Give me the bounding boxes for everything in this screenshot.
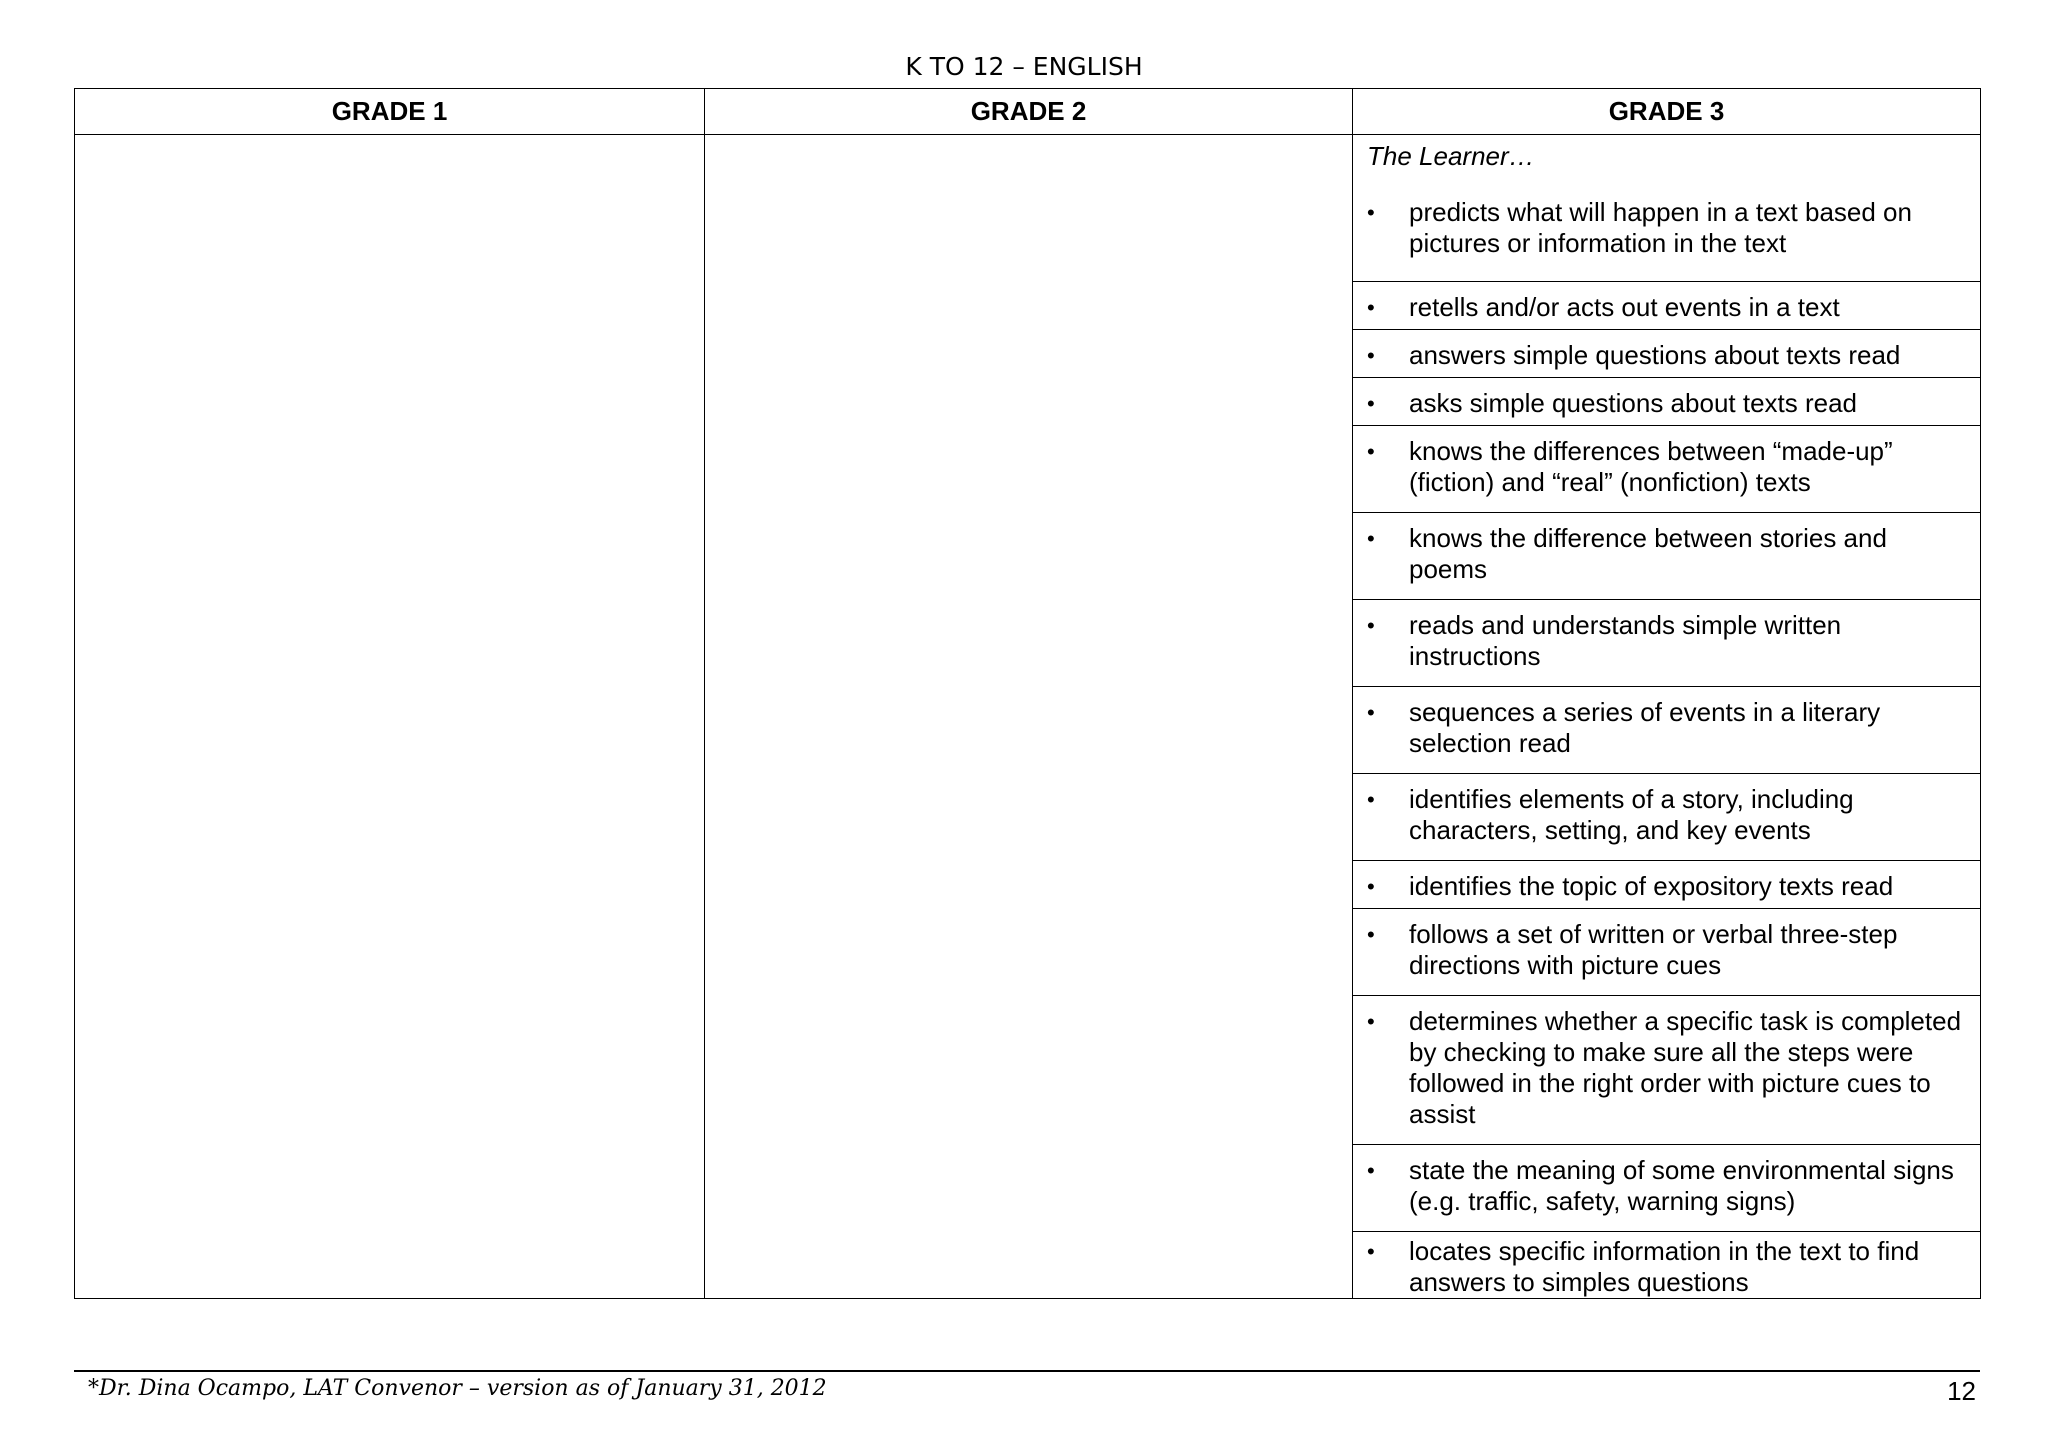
bullet-icon: • bbox=[1367, 922, 1375, 947]
grade-3-cell bbox=[1353, 426, 1981, 513]
learner-intro: The Learner… bbox=[1367, 141, 1535, 171]
grade-1-cell bbox=[75, 135, 705, 1299]
header-grade-3: GRADE 3 bbox=[1353, 89, 1981, 135]
list-item: • knows the difference between stories and poems bbox=[1367, 523, 1887, 584]
list-item: • predicts what will happen in a text based on pictures or information in the text bbox=[1367, 197, 1912, 258]
list-item: • knows the differences between “made-up” (fiction) and “real” (nonfiction) texts bbox=[1367, 436, 1893, 497]
list-item: • sequences a series of events in a literary selection read bbox=[1367, 697, 1881, 758]
bullet-icon: • bbox=[1367, 700, 1375, 725]
grade-3-cell bbox=[1353, 996, 1981, 1145]
header-grade-1: GRADE 1 bbox=[75, 89, 705, 135]
grade-3-cell bbox=[1353, 861, 1981, 909]
grade-3-cell bbox=[1353, 1232, 1981, 1299]
bullet-icon: • bbox=[1367, 439, 1375, 464]
grade-3-cell bbox=[1353, 330, 1981, 378]
list-item: • determines whether a specific task is completed by checking to make sure all the steps were followed in the right order with picture cues to assist bbox=[1367, 1006, 1962, 1129]
table-header-row bbox=[75, 89, 1981, 135]
list-item: • reads and understands simple written instructions bbox=[1367, 610, 1842, 671]
grade-3-cell bbox=[1353, 687, 1981, 774]
list-item: • answers simple questions about texts read bbox=[1367, 340, 1901, 370]
document-title: K TO 12 – ENGLISH bbox=[905, 52, 1143, 81]
list-item: • identifies the topic of expository texts read bbox=[1367, 871, 1894, 901]
bullet-icon: • bbox=[1367, 295, 1375, 320]
footer-note: *Dr. Dina Ocampo, LAT Convenor – version as of January 31, 2012 bbox=[88, 1376, 827, 1401]
bullet-icon: • bbox=[1367, 200, 1375, 225]
bullet-icon: • bbox=[1367, 343, 1375, 368]
bullet-icon: • bbox=[1367, 787, 1375, 812]
grade-3-cell bbox=[1353, 774, 1981, 861]
curriculum-table bbox=[74, 88, 1981, 1299]
grade-3-cell bbox=[1353, 1145, 1981, 1232]
page-number: 12 bbox=[1947, 1376, 1976, 1406]
grade-3-cell bbox=[1353, 513, 1981, 600]
list-item: • state the meaning of some environmental signs (e.g. traffic, safety, warning signs) bbox=[1367, 1155, 1954, 1216]
footer-divider bbox=[74, 1370, 1980, 1372]
grade-3-cell bbox=[1353, 909, 1981, 996]
bullet-icon: • bbox=[1367, 613, 1375, 638]
list-item: • locates specific information in the text to find answers to simples questions bbox=[1367, 1236, 1920, 1297]
list-item: • identifies elements of a story, including characters, setting, and key events bbox=[1367, 784, 1854, 845]
list-item: • asks simple questions about texts read bbox=[1367, 388, 1858, 418]
grade-3-cell bbox=[1353, 600, 1981, 687]
list-item: • retells and/or acts out events in a text bbox=[1367, 292, 1840, 322]
table-row bbox=[75, 135, 1981, 282]
grade-3-cell bbox=[1353, 282, 1981, 330]
bullet-icon: • bbox=[1367, 1009, 1375, 1034]
bullet-icon: • bbox=[1367, 391, 1375, 416]
grade-2-cell bbox=[705, 135, 1353, 1299]
header-grade-2: GRADE 2 bbox=[705, 89, 1353, 135]
bullet-icon: • bbox=[1367, 1239, 1375, 1264]
bullet-icon: • bbox=[1367, 1158, 1375, 1183]
list-item: • follows a set of written or verbal three-step directions with picture cues bbox=[1367, 919, 1898, 980]
bullet-icon: • bbox=[1367, 874, 1375, 899]
grade-3-cell bbox=[1353, 378, 1981, 426]
bullet-icon: • bbox=[1367, 526, 1375, 551]
grade-3-cell bbox=[1353, 135, 1981, 282]
